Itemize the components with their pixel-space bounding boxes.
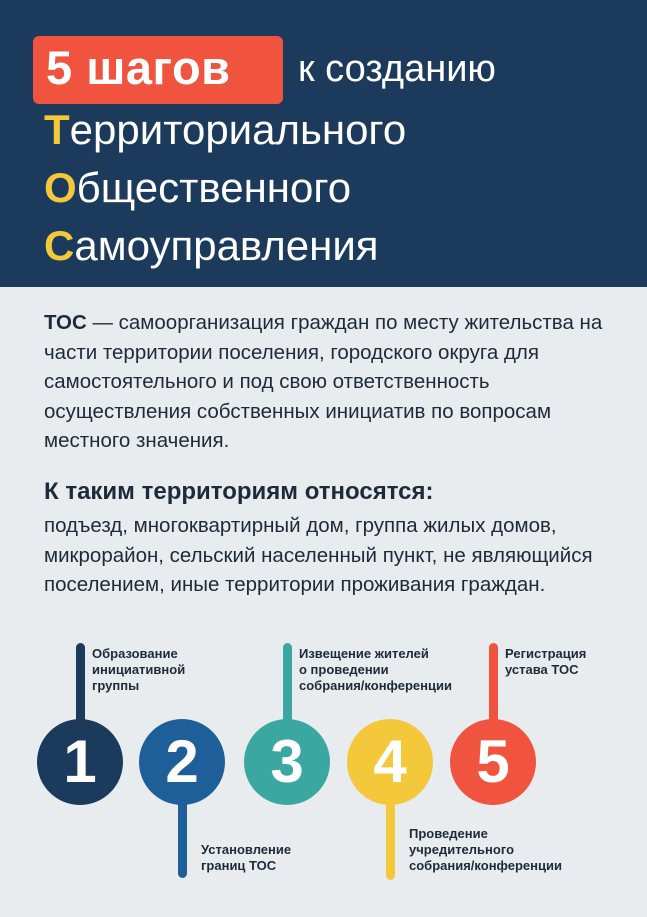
step-2-circle — [139, 719, 225, 805]
step-4-circle — [347, 719, 433, 805]
step-2-label — [201, 842, 291, 874]
step-label-line: Проведение — [409, 826, 488, 841]
step-1-stem — [76, 643, 85, 725]
step-2-stem — [178, 800, 187, 878]
step-number: 2 — [165, 728, 199, 795]
title-initial: О — [44, 164, 77, 211]
step-3-circle — [244, 719, 330, 805]
step-3-label — [299, 646, 452, 694]
badge-text: 5 шагов — [46, 41, 231, 94]
header-banner — [0, 0, 647, 287]
step-label-line: Регистрация — [505, 646, 587, 661]
step-label-line: о проведении — [299, 662, 389, 677]
title-initial: С — [44, 222, 75, 269]
step-number: 3 — [270, 728, 304, 795]
step-number: 1 — [63, 728, 97, 795]
definition-term: ТОС — [44, 311, 87, 334]
step-label-line: собрания/конференции — [409, 858, 562, 873]
step-4-label — [409, 826, 562, 874]
territories-heading: К таким территориям относятся: — [44, 478, 434, 505]
step-label-line: инициативной — [92, 662, 186, 677]
step-5-label — [505, 646, 586, 678]
subtitle: к созданию — [298, 48, 496, 90]
title-rest: бщественного — [76, 164, 352, 211]
title-initial: Т — [44, 106, 70, 153]
step-label-line: границ ТОС — [201, 858, 277, 873]
title-line-selfgov — [44, 222, 379, 270]
step-label-line: группы — [92, 678, 140, 693]
definition-paragraph — [44, 308, 614, 456]
step-label-line: устава ТОС — [505, 662, 579, 677]
territories-text: подъезд, многоквартирный дом, группа жилых домов, микрорайон, сельский населенный пункт, не являющийся поселением, иные территории проживания граждан. — [44, 514, 593, 596]
step-3-stem — [283, 643, 292, 725]
step-1-circle — [37, 719, 123, 805]
title-line-public — [44, 164, 351, 212]
title-line-territorial — [44, 106, 406, 154]
step-label-line: Извещение жителей — [299, 646, 429, 661]
step-number: 4 — [373, 728, 407, 795]
title-rest: ерриториального — [69, 106, 407, 153]
step-label-line: учредительного — [409, 842, 515, 857]
step-5-circle — [450, 719, 536, 805]
step-number: 5 — [476, 728, 510, 795]
title-rest: амоуправления — [74, 222, 379, 269]
step-4-stem — [386, 800, 395, 880]
definition-text: — самоорганизация граждан по месту жительства на части территории поселения, городского округа для самостоятельного и под свою ответственность осуществления собственных инициатив по вопросам местного значения. — [44, 311, 603, 452]
step-label-line: Установление — [201, 842, 292, 857]
step-label-line: собрания/конференции — [299, 678, 452, 693]
step-label-line: Образование — [92, 646, 178, 661]
step-5-stem — [489, 643, 498, 725]
step-1-label — [92, 646, 185, 694]
